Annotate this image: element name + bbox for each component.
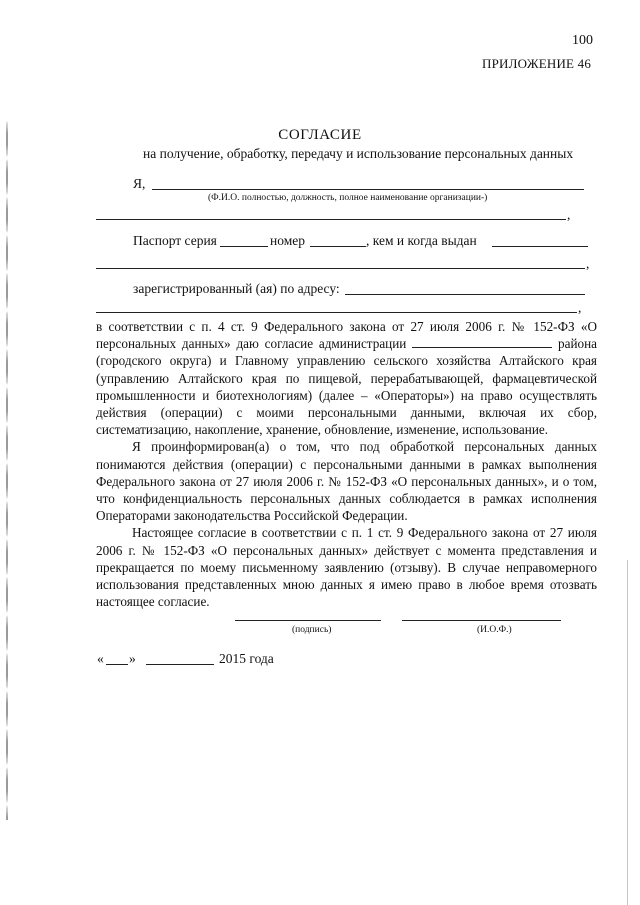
name-hint: (И.О.Ф.) xyxy=(477,625,512,635)
address-label: зарегистрированный (ая) по адресу: xyxy=(133,281,340,296)
consent-body xyxy=(96,318,597,610)
paragraph-1-start: в соответствии с п. 4 ст. 9 Федерального закона от 27 июля 2006 г. № 152-ФЗ «О персональных данных» даю согласие администрации xyxy=(96,319,597,352)
scan-edge-line xyxy=(627,560,628,905)
date-month-field[interactable] xyxy=(146,664,214,665)
paragraph-1 xyxy=(96,318,597,438)
passport-issued-field[interactable] xyxy=(492,246,588,247)
signature-field[interactable] xyxy=(235,620,381,621)
passport-series-label: Паспорт серия xyxy=(133,233,217,248)
date-open-quote: « xyxy=(97,651,104,666)
fio-continuation-field[interactable] xyxy=(96,219,566,220)
name-field[interactable] xyxy=(402,620,561,621)
comma-1: , xyxy=(567,207,571,222)
document-title: СОГЛАСИЕ xyxy=(278,127,362,143)
fio-field[interactable] xyxy=(152,189,584,190)
appendix-label: ПРИЛОЖЕНИЕ 46 xyxy=(482,56,592,71)
address-field[interactable] xyxy=(345,294,585,295)
passport-issued-label: , кем и когда выдан xyxy=(366,233,477,248)
administration-field[interactable] xyxy=(412,336,552,348)
date-close-quote: » xyxy=(129,651,136,666)
passport-number-field[interactable] xyxy=(310,246,366,247)
date-day-field[interactable] xyxy=(106,664,128,665)
passport-series-field[interactable] xyxy=(220,246,268,247)
paragraph-1-end: района (городского округа) и Главному управлению сельского хозяйства Алтайского края (управлению Алтайского края по пищевой, перерабатывающей, фармацевтической промышленности и биотехнологиям) (далее – «Операторы») на право осуществлять действия (операции) с моими персональными данными, включая их сбор, систематизацию, накопление, хранение, обновление, изменение, использование. xyxy=(96,336,598,438)
scan-edge-marks xyxy=(6,120,8,820)
passport-number-label: номер xyxy=(270,233,306,248)
paragraph-2: Я проинформирован(а) о том, что под обработкой персональных данных понимаются действия (операции) с персональными данными в рамках выполнения Федерального закона от 27 июля 2006 г. № 152-ФЗ «О персональных данных», и о том, что конфиденциальность персональных данных соблюдается в рамках исполнения Операторами законодательства Российской Федерации. xyxy=(96,439,597,524)
address-continuation-field[interactable] xyxy=(96,312,577,313)
paragraph-3: Настоящее согласие в соответствии с п. 1 ст. 9 Федерального закона от 27 июля 2006 г. № 152-ФЗ «О персональных данных» действует с момента представления и прекращается по моему письменному заявлению (отзыву). В случае неправомерного использования представленных мною данных я имею право в любое время отозвать настоящее согласие. xyxy=(96,525,597,610)
document-subtitle: на получение, обработку, передачу и использование персональных данных xyxy=(143,146,574,161)
i-label: Я, xyxy=(133,176,146,191)
passport-continuation-field[interactable] xyxy=(96,268,585,269)
date-year: 2015 года xyxy=(219,651,274,666)
fio-hint: (Ф.И.О. полностью, должность, полное наименование организации-) xyxy=(208,193,488,203)
page-number: 100 xyxy=(572,33,593,48)
signature-hint: (подпись) xyxy=(292,625,332,635)
comma-3: , xyxy=(578,300,582,315)
comma-2: , xyxy=(586,256,590,271)
